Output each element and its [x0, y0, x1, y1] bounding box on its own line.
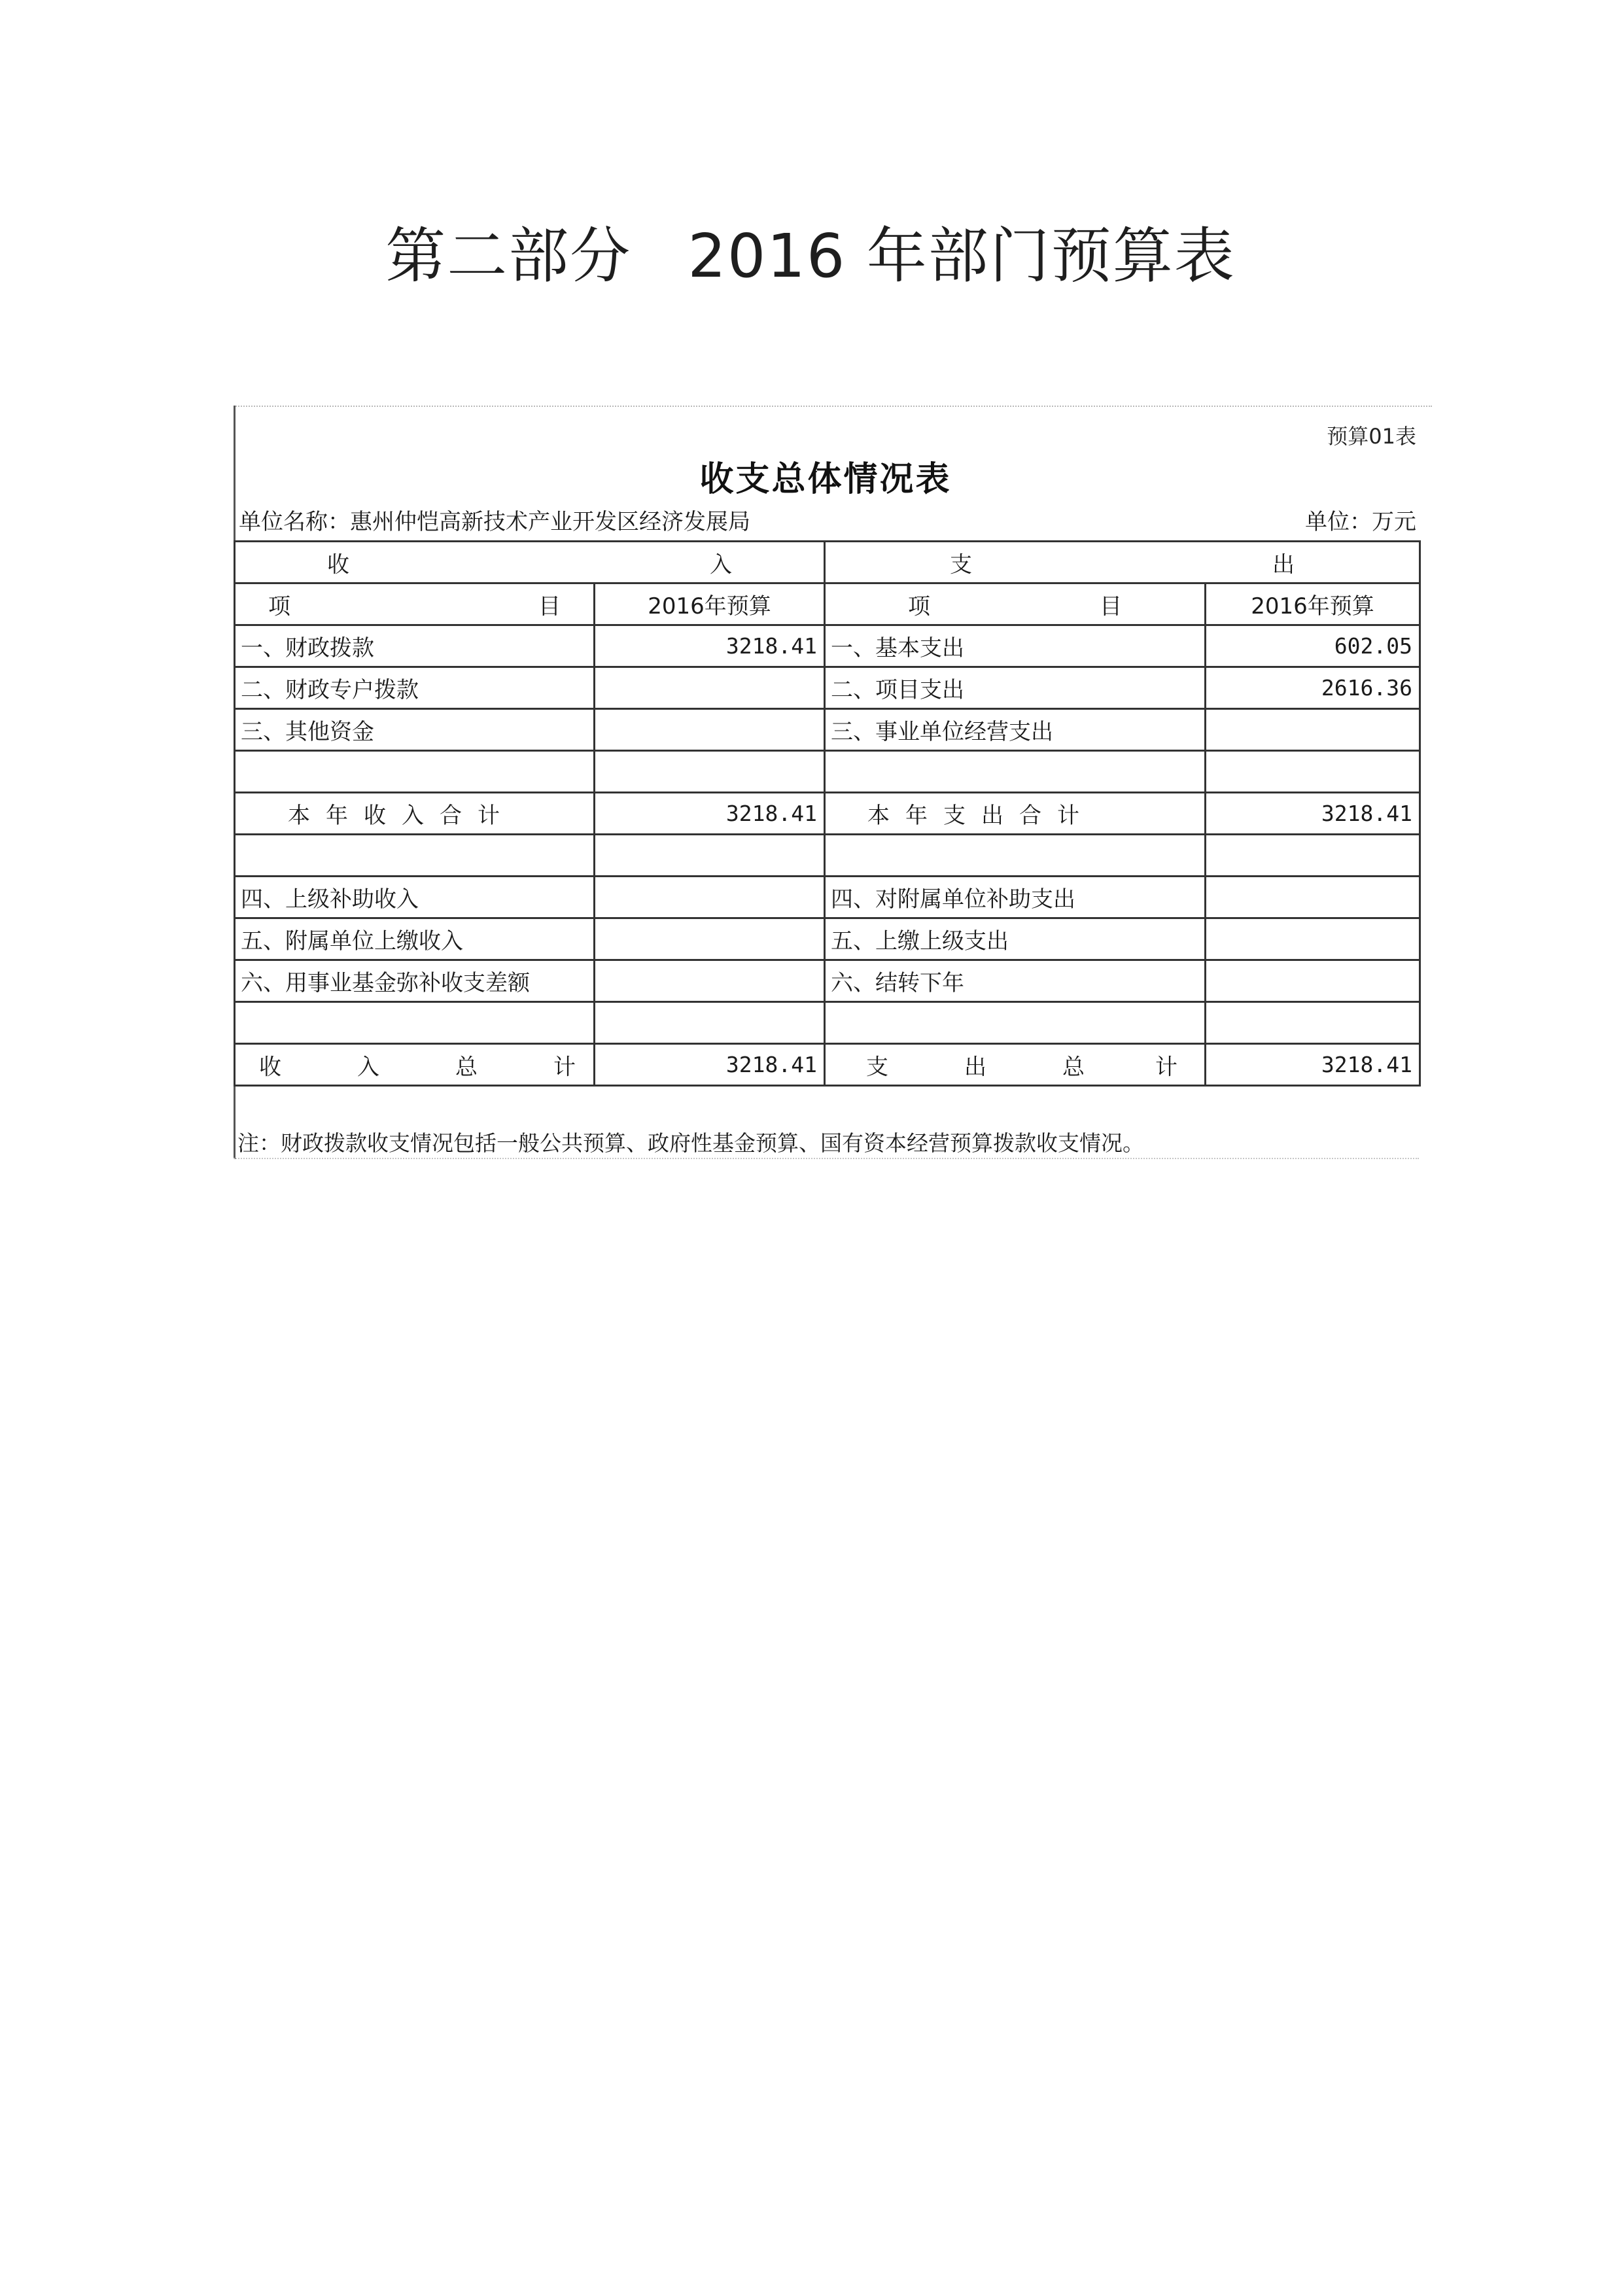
table-row [235, 667, 1420, 709]
expense-item: 二、项目支出 [825, 667, 1206, 709]
expense-header [825, 542, 1420, 583]
income-value [595, 918, 825, 960]
income-total-value: 3218.41 [595, 1044, 825, 1086]
unit-label: 单位：万元 [1305, 509, 1416, 535]
table-row [235, 1002, 1420, 1044]
table-row [235, 960, 1420, 1002]
income-total-char: 计 [553, 1054, 576, 1080]
income-item-header-right: 目 [538, 593, 561, 619]
income-value [595, 877, 825, 918]
expense-total-char: 出 [964, 1054, 986, 1080]
expense-item-header-right: 目 [1100, 593, 1122, 619]
income-value [595, 1002, 825, 1044]
income-item: 一、财政拨款 [235, 625, 595, 667]
income-subtotal-value: 3218.41 [595, 793, 825, 835]
page-title-name: 2016 年部门预算表 [688, 221, 1236, 291]
income-header [235, 542, 825, 583]
sheet-top-border [234, 406, 1432, 407]
income-item: 四、上级补助收入 [235, 877, 595, 918]
income-subtotal-label: 本年收入合计 [235, 793, 595, 835]
expense-total-char: 计 [1155, 1054, 1177, 1080]
income-item: 六、用事业基金弥补收支差额 [235, 960, 595, 1002]
income-item: 五、附属单位上缴收入 [235, 918, 595, 960]
income-total-char: 收 [259, 1054, 281, 1080]
expense-item: 六、结转下年 [825, 960, 1206, 1002]
table-row [235, 709, 1420, 751]
budget-sheet [234, 406, 1432, 1159]
income-header-right: 入 [710, 551, 732, 578]
table-title: 收支总体情况表 [699, 460, 952, 499]
page-title-part: 第二部分 [385, 221, 632, 291]
table-row [235, 625, 1420, 667]
expense-item [825, 1002, 1206, 1044]
budget-table [234, 540, 1421, 1087]
expense-subtotal-label: 本年支出合计 [825, 793, 1206, 835]
income-value: 3218.41 [595, 625, 825, 667]
header-row-category [235, 542, 1420, 583]
expense-item [825, 751, 1206, 793]
income-item-header-left: 项 [268, 593, 290, 619]
grand-total-row [235, 1044, 1420, 1086]
expense-value: 2616.36 [1206, 667, 1420, 709]
expense-total-label [825, 1044, 1206, 1086]
income-total-label [235, 1044, 595, 1086]
expense-budget-header: 2016年预算 [1206, 583, 1420, 625]
expense-value [1206, 1002, 1420, 1044]
income-item [235, 1002, 595, 1044]
expense-subtotal-value: 3218.41 [1206, 793, 1420, 835]
expense-item-header [825, 583, 1206, 625]
income-value [595, 960, 825, 1002]
income-total-char: 入 [357, 1054, 379, 1080]
unit-name: 单位名称：惠州仲恺高新技术产业开发区经济发展局 [239, 509, 750, 535]
income-item: 三、其他资金 [235, 709, 595, 751]
expense-header-left: 支 [950, 551, 972, 578]
expense-total-char: 支 [866, 1054, 888, 1080]
income-value [595, 667, 825, 709]
subtotal-row [235, 793, 1420, 835]
table-row [235, 918, 1420, 960]
expense-value [1206, 751, 1420, 793]
income-item: 二、财政专户拨款 [235, 667, 595, 709]
expense-value [1206, 835, 1420, 877]
expense-header-right: 出 [1272, 551, 1295, 578]
table-row [235, 835, 1420, 877]
income-value [595, 709, 825, 751]
header-row-columns [235, 583, 1420, 625]
expense-item: 四、对附属单位补助支出 [825, 877, 1206, 918]
expense-item: 五、上缴上级支出 [825, 918, 1206, 960]
expense-total-value: 3218.41 [1206, 1044, 1420, 1086]
income-header-left: 收 [327, 551, 349, 578]
table-row [235, 751, 1420, 793]
income-item [235, 751, 595, 793]
income-budget-header: 2016年预算 [595, 583, 825, 625]
income-item [235, 835, 595, 877]
table-row [235, 877, 1420, 918]
table-note: 注：财政拨款收支情况包括一般公共预算、政府性基金预算、国有资本经营预算拨款收支情况。 [237, 1130, 1144, 1156]
page-title [0, 208, 1621, 294]
expense-value: 602.05 [1206, 625, 1420, 667]
expense-item [825, 835, 1206, 877]
sheet-bottom-border [234, 1158, 1419, 1159]
expense-item: 三、事业单位经营支出 [825, 709, 1206, 751]
expense-value [1206, 960, 1420, 1002]
expense-item: 一、基本支出 [825, 625, 1206, 667]
income-value [595, 835, 825, 877]
expense-value [1206, 877, 1420, 918]
expense-item-header-left: 项 [908, 593, 930, 619]
expense-value [1206, 709, 1420, 751]
expense-value [1206, 918, 1420, 960]
form-code: 预算01表 [1327, 424, 1416, 449]
expense-total-char: 总 [1062, 1054, 1085, 1080]
income-value [595, 751, 825, 793]
income-item-header [235, 583, 595, 625]
income-total-char: 总 [455, 1054, 478, 1080]
